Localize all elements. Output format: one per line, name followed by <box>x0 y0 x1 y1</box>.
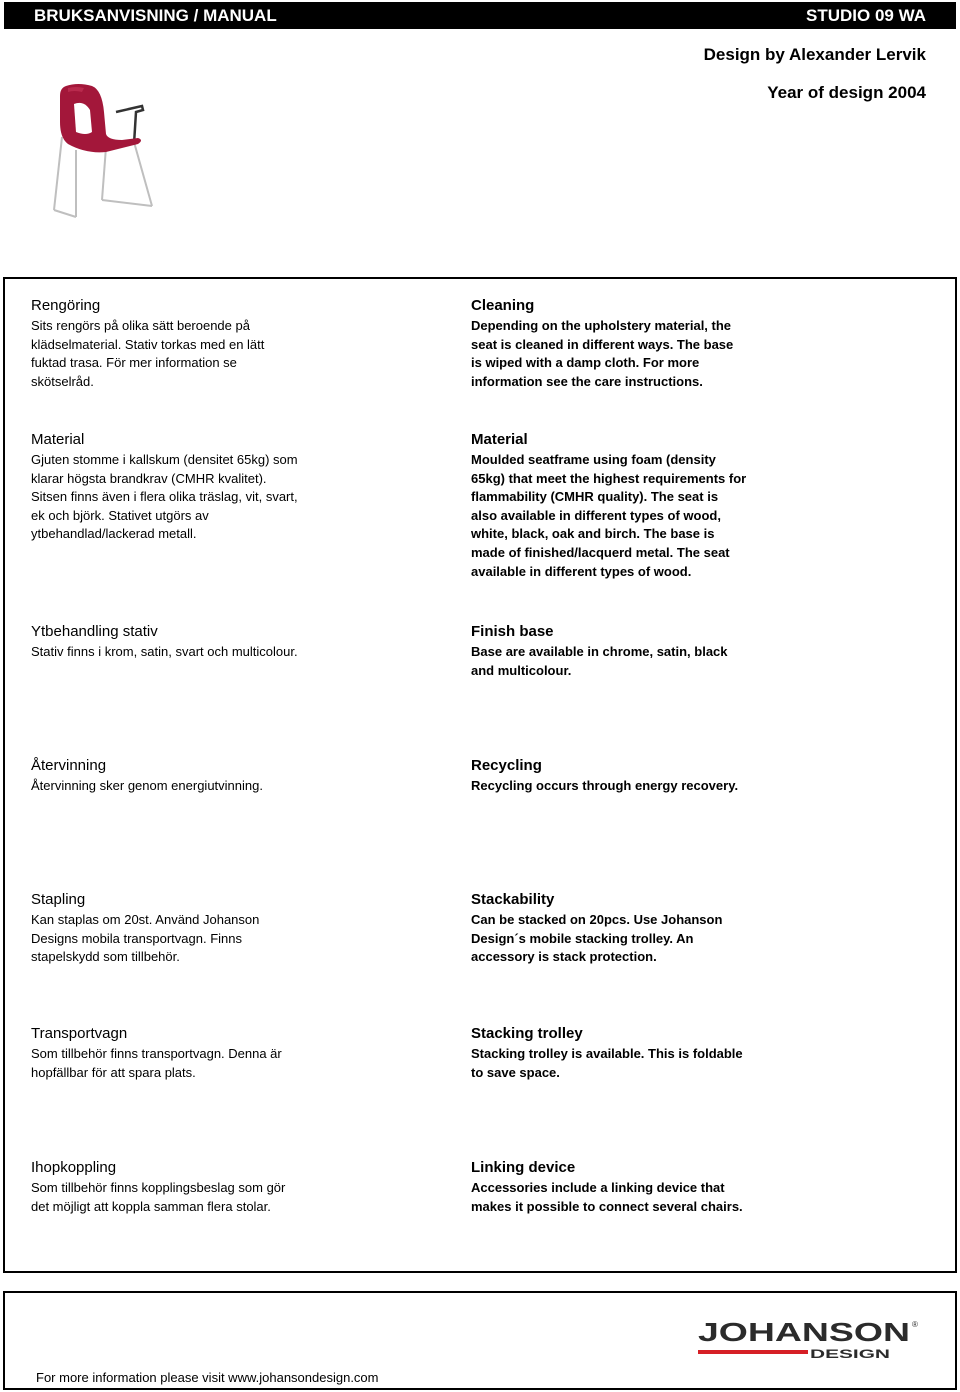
body-line: white, black, oak and birch. The base is <box>471 526 715 542</box>
body-line: Återvinning sker genom energiutvinning. <box>31 778 263 793</box>
section-body <box>31 1179 351 1216</box>
section-en <box>471 891 801 967</box>
section-body <box>31 451 351 544</box>
section-body <box>31 1045 351 1082</box>
section-heading: Recycling <box>471 757 542 774</box>
section-en <box>471 431 801 581</box>
body-line: Stativ finns i krom, satin, svart och multicolour. <box>31 644 298 659</box>
section-body <box>471 1179 801 1216</box>
section-body <box>471 643 801 680</box>
section-heading: Stackability <box>471 891 555 908</box>
body-line: Sits rengörs på olika sätt beroende på <box>31 318 250 333</box>
section-sv <box>31 891 351 967</box>
footer-panel <box>3 1291 957 1390</box>
section-heading: Material <box>471 431 528 448</box>
body-line: is wiped with a damp cloth. For more <box>471 355 700 371</box>
section-heading: Ytbehandling stativ <box>31 623 158 640</box>
chair-image <box>46 82 156 222</box>
product-title: STUDIO 09 WA <box>806 6 926 25</box>
section-sv <box>31 1159 351 1216</box>
section-sv <box>31 1025 351 1082</box>
body-line: ytbehandlad/lackerad metall. <box>31 526 197 542</box>
johanson-design-logo <box>698 1317 923 1367</box>
section-en <box>471 1159 801 1216</box>
section-body <box>471 317 801 391</box>
section-sv <box>31 431 351 544</box>
body-line: Recycling occurs through energy recovery. <box>471 778 739 793</box>
section-body <box>471 451 801 581</box>
body-line: Sitsen finns även i flera olika träslag, vit, svart, <box>31 489 298 505</box>
section-heading: Rengöring <box>31 297 101 314</box>
section-en <box>471 1025 801 1082</box>
section-heading: Stapling <box>31 891 86 908</box>
body-line: Can be stacked on 20pcs. Use Johanson <box>471 912 723 927</box>
section-body <box>471 911 801 967</box>
body-line: stapelskydd som tillbehör. <box>31 949 180 965</box>
body-line: available in different types of wood. <box>471 563 692 579</box>
section-sv <box>31 757 351 796</box>
section-body <box>471 777 801 796</box>
section-body <box>31 911 351 967</box>
section-body <box>31 317 351 391</box>
section-sv <box>31 623 351 662</box>
manual-title: BRUKSANVISNING / MANUAL <box>34 6 277 25</box>
section-heading: Material <box>31 431 85 448</box>
section-en <box>471 757 801 796</box>
body-line: Designs mobila transportvagn. Finns <box>31 930 242 946</box>
body-line: to save space. <box>471 1064 560 1080</box>
body-line: Design´s mobile stacking trolley. An <box>471 930 694 946</box>
section-heading: Finish base <box>471 623 554 640</box>
section-sv <box>31 297 351 391</box>
logo-main-text: JOHANSON <box>698 1317 910 1347</box>
body-line: Kan staplas om 20st. Använd Johanson <box>31 912 260 927</box>
body-line: skötselråd. <box>31 373 94 389</box>
section-heading: Linking device <box>471 1159 576 1176</box>
designer-label: Design by Alexander Lervik <box>703 45 926 64</box>
body-line: also available in different types of wood, <box>471 507 721 523</box>
body-line: Accessories include a linking device that <box>471 1180 725 1195</box>
body-line: 65kg) that meet the highest requirements for <box>471 470 747 486</box>
body-line: hopfällbar för att spara plats. <box>31 1064 196 1080</box>
header-bar <box>4 2 956 29</box>
body-line: made of finished/lacquerd metal. The seat <box>471 544 730 560</box>
body-line: makes it possible to connect several chairs. <box>471 1198 743 1214</box>
body-line: seat is cleaned in different ways. The base <box>471 336 734 352</box>
body-line: and multicolour. <box>471 662 572 678</box>
section-heading: Stacking trolley <box>471 1025 583 1042</box>
section-body <box>31 643 351 662</box>
body-line: Moulded seatframe using foam (density <box>471 452 716 467</box>
section-heading: Återvinning <box>31 757 107 774</box>
body-line: ek och björk. Stativet utgörs av <box>31 507 209 523</box>
logo-sub-text: DESIGN <box>810 1347 890 1361</box>
body-line: klädselmaterial. Stativ torkas med en lätt <box>31 336 265 352</box>
body-line: klarar högsta brandkrav (CMHR kvalitet). <box>31 470 267 486</box>
body-line: Base are available in chrome, satin, black <box>471 644 728 659</box>
body-line: det möjligt att koppla samman flera stolar. <box>31 1198 271 1214</box>
section-heading: Cleaning <box>471 297 535 314</box>
section-body <box>31 777 351 796</box>
body-line: fuktad trasa. För mer information se <box>31 355 237 371</box>
body-line: Gjuten stomme i kallskum (densitet 65kg) som <box>31 452 298 467</box>
footer-link-text: For more information please visit www.johansondesign.com <box>36 1370 379 1385</box>
section-body <box>471 1045 801 1082</box>
section-heading: Transportvagn <box>31 1025 128 1042</box>
body-line: Depending on the upholstery material, the <box>471 318 732 333</box>
logo-registered-mark: ® <box>912 1320 918 1329</box>
section-heading: Ihopkoppling <box>31 1159 117 1176</box>
section-en <box>471 297 801 391</box>
year-label: Year of design 2004 <box>767 83 926 102</box>
body-line: accessory is stack protection. <box>471 949 657 965</box>
body-line: information see the care instructions. <box>471 373 703 389</box>
body-line: Som tillbehör finns kopplingsbeslag som gör <box>31 1180 286 1195</box>
body-line: Stacking trolley is available. This is foldable <box>471 1046 743 1061</box>
body-line: flammability (CMHR quality). The seat is <box>471 489 719 505</box>
section-en <box>471 623 801 680</box>
body-line: Som tillbehör finns transportvagn. Denna är <box>31 1046 282 1061</box>
